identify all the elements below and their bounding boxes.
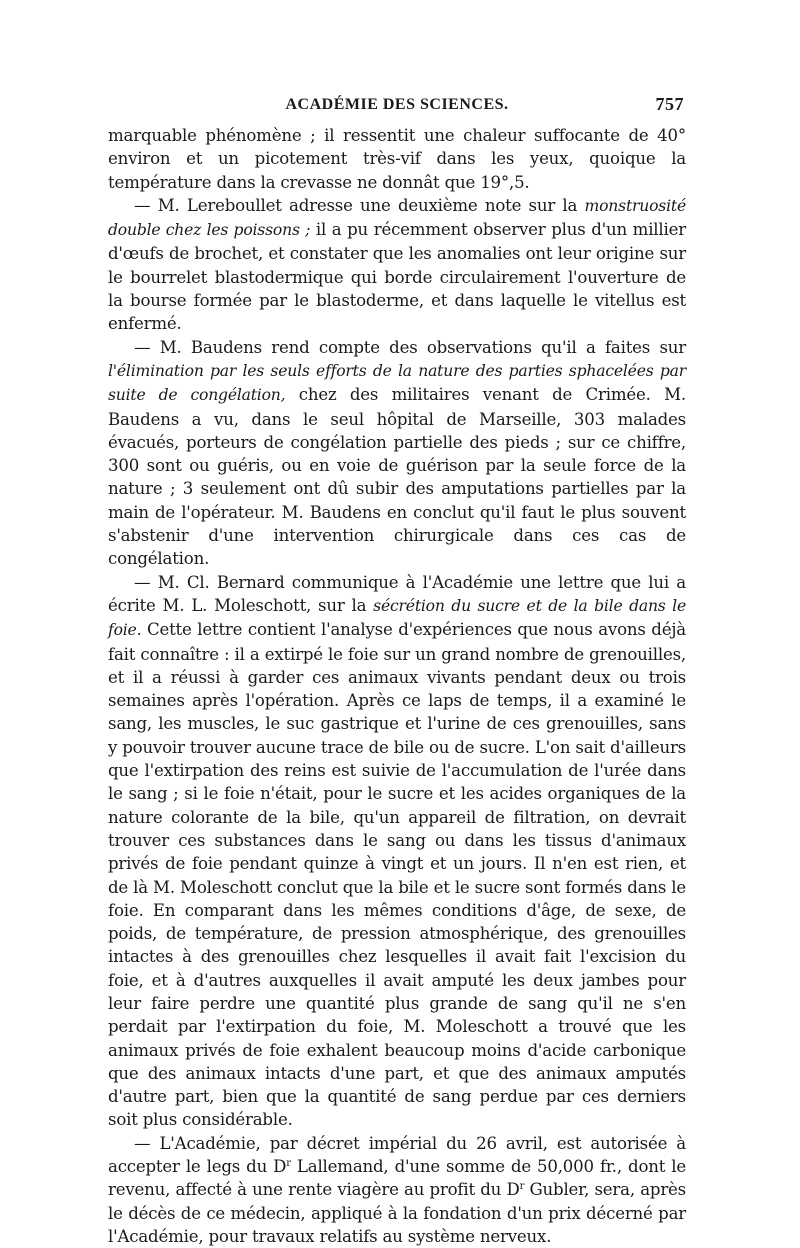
- paragraph-baudens: [108, 336, 686, 571]
- running-header: [108, 96, 686, 120]
- paragraph-text: — M. Lereboullet adresse une deuxième note sur la: [134, 195, 585, 215]
- paragraph-lereboullet: [108, 194, 686, 336]
- italic-title: l'élimination par les seuls efforts de la nature des parties sphacelées par suite de congélation,: [108, 361, 686, 405]
- paragraph-text: marquable phénomène ; il ressentit une chaleur suffocante de 40° environ et un picotement très-vif dans les yeux, quoique la température dans la crevasse ne donnât que 19°,5.: [108, 126, 686, 192]
- paragraph-academie: [108, 1132, 686, 1248]
- paragraph-continuation: [108, 124, 686, 194]
- page-number: 757: [655, 94, 684, 114]
- paragraph-text: — M. Baudens rend compte des observations qu'il a faites sur: [134, 337, 686, 357]
- paragraph-text: chez des militaires venant de Crimée. M. Baudens a vu, dans le seul hôpital de Marseille, 303 malades évacués, porteurs de congélation partielle des pieds ; sur ce chiffre, 300 sont ou guéris, ou en voie de guérison par la seule force de la nature ; 3 seulement ont dû subir des amputations partielles par la main de l'opérateur. M. Baudens en conclut qu'il faut le plus souvent s'abstenir d'une intervention chirurgicale dans ces cas de congélation.: [108, 385, 686, 569]
- paragraph-text: Cette lettre contient l'analyse d'expériences que nous avons déjà fait connaître : il a extirpé le foie sur un grand nombre de grenouilles, et il a réussi à garder ces animaux vivants pendant deux ou trois semaines après l'opération. Après ce laps de temps, il a examiné le sang, les muscles, le suc gastrique et l'urine de ces grenouilles, sans y pouvoir trouver aucune trace de bile ou de sucre. L'on sait d'ailleurs que l'extirpation des reins est suivie de l'accumulation de l'urée dans le sang ; si le foie n'était, pour le sucre et les acides organiques de la nature colorante de la bile, qu'un appareil de filtration, on devrait trouver ces substances dans le sang ou dans les tissus d'animaux privés de foie pendant quinze à vingt et un jours. Il n'en est rien, et de là M. Moleschott conclut que la bile et le sucre sont formés dans le foie. En comparant dans les mêmes conditions d'âge, de sexe, de poids, de température, de pression atmosphérique, des grenouilles intactes à des grenouilles chez lesquelles il avait fait l'excision du foie, et à d'autres auxquelles il avait amputé les deux jambes pour leur faire perdre une quantité plus grande de sang qu'il ne s'en perdait par l'extirpation du foie, M. Moleschott a trouvé que les animaux privés de foie exhalent beaucoup moins d'acide carbonique que des animaux intacts d'une part, et que des animaux amputés d'autre part, bien que la quantité de sang perdue par ces derniers soit plus considérable.: [108, 620, 686, 1130]
- paragraph-text: — M. Cl. Bernard communique à l'Académie une lettre que lui a écrite M. L. Moleschott, sur la: [108, 572, 686, 615]
- superscript: r: [286, 1158, 291, 1170]
- paragraph-text: il a pu récemment observer plus d'un millier d'œufs de brochet, et constater que les anomalies ont leur origine sur le bourrelet blastodermique qui borde circulairement l'ouverture de la bourse formée par le blastoderme, et dans laquelle le vitellus est enfermé.: [108, 220, 686, 334]
- italic-title: monstruosité double chez les poissons ;: [108, 196, 686, 240]
- document-page: [108, 96, 686, 1248]
- paragraph-text: Gubler, sera, après le décès de ce médecin, appliqué à la fondation d'un prix décerné par l'Académie, pour travaux relatifs au système nerveux.: [108, 1180, 686, 1246]
- body-text: [108, 124, 686, 1248]
- paragraph-text: — L'Académie, par décret impérial du 26 avril, est autorisée à accepter le legs du D: [108, 1133, 686, 1177]
- superscript: r: [519, 1181, 525, 1193]
- paragraph-bernard: [108, 571, 686, 1132]
- header-title: ACADÉMIE DES SCIENCES.: [285, 96, 509, 113]
- paragraph-text: Lallemand, d'une somme de 50,000 fr., dont le revenu, affecté à une rente viagère au profit du D: [108, 1157, 686, 1200]
- italic-title: sécrétion du sucre et de la bile dans le foie.: [108, 596, 686, 640]
